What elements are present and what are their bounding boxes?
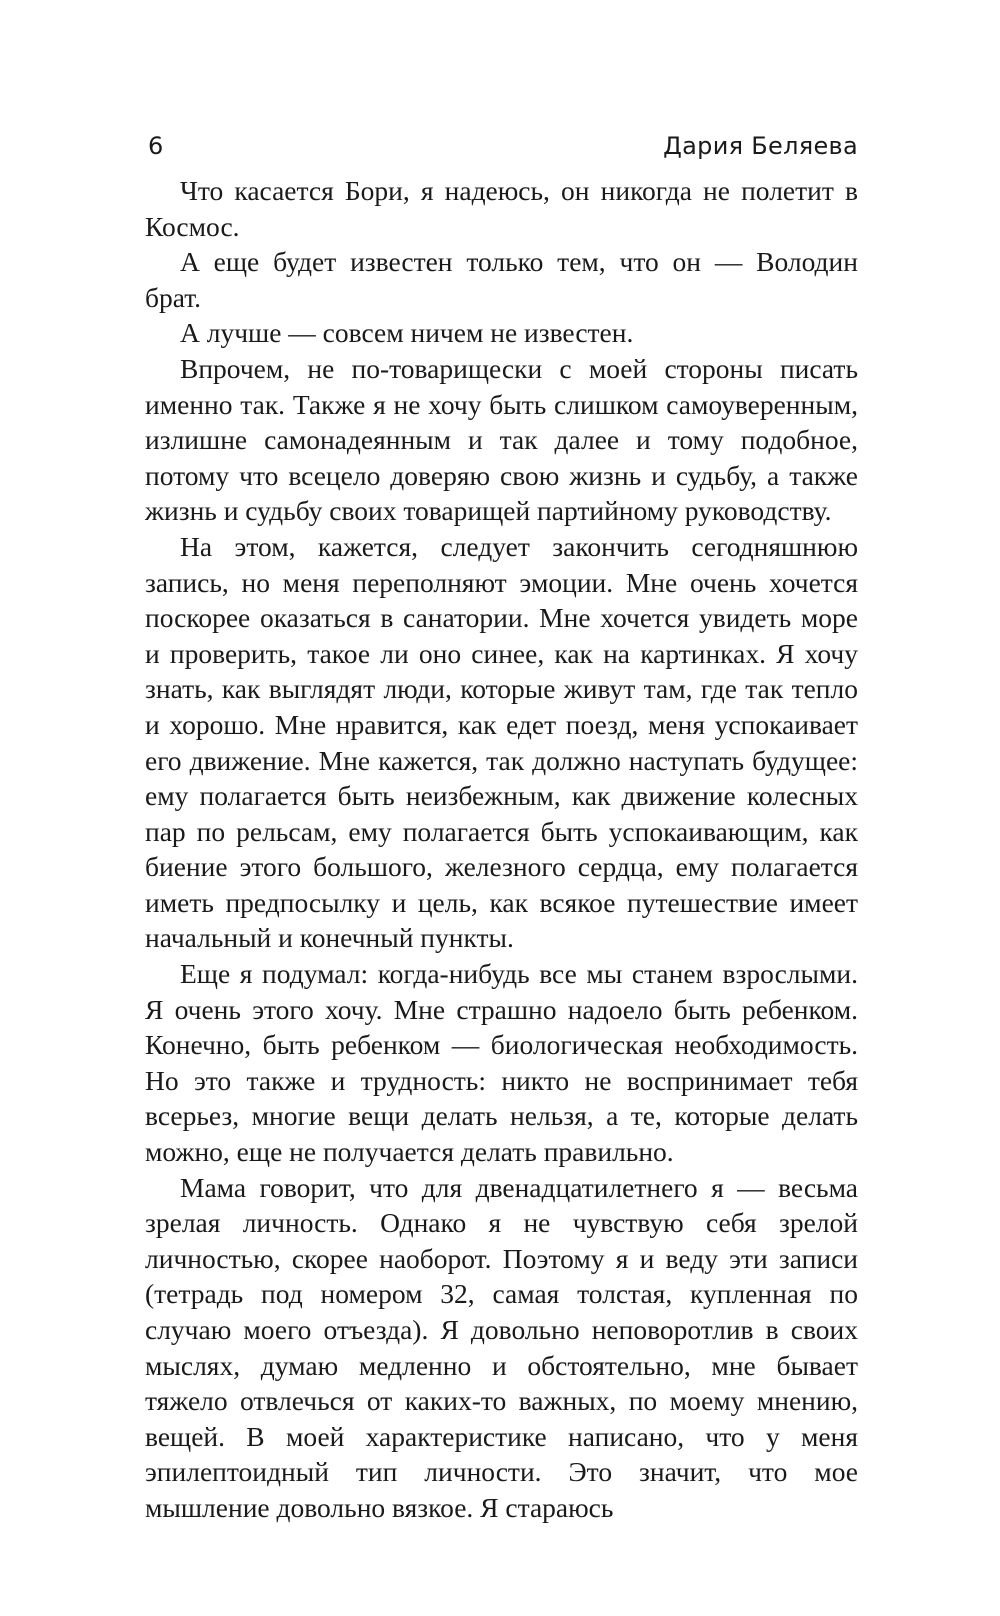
paragraph: Мама говорит, что для двенадцатилетнего я — весьма зрелая личность. Однако я не чувствую себя зрелой личностью, скорее наоборот. Поэтому я и веду эти записи (тетрадь под номером 32, самая толстая, купленная по случаю моего отъезда). Я довольно неповоротлив в своих мыслях, думаю медленно и обстоятельно, мне бывает тяжело отвлечься от каких-то важных, по моему мнению, вещей. В моей характеристике написано, что у меня эпилептоидный тип личности. Это значит, что мое мышление довольно вязкое. Я стараюсь <box>145 1171 858 1523</box>
author-name: Дария Беляева <box>663 132 858 160</box>
running-header <box>148 126 858 166</box>
paragraph: На этом, кажется, следует закончить сегодняшнюю запись, но меня переполняют эмоции. Мне очень хочется поскорее оказаться в санатории. Мне хочется увидеть море и проверить, такое ли оно синее, как на картинках. Я хочу знать, как выглядят люди, которые живут там, где так тепло и хорошо. Мне нравится, как едет поезд, меня успокаивает его движение. Мне кажется, так должно наступать будущее: ему полагается быть неизбежным, как движение колесных пар по рельсам, ему полагается быть успокаивающим, как биение этого большого, железного сердца, ему полагается иметь предпосылку и цель, как всякое путешествие имеет начальный и конечный пункты. <box>145 530 858 954</box>
paragraph: А лучше — совсем ничем не известен. <box>180 317 634 349</box>
body-text <box>145 173 858 1526</box>
paragraph: Еще я подумал: когда-нибудь все мы станем взрослыми. Я очень этого хочу. Мне страшно надоело быть ребенком. Конечно, быть ребенком — биологическая необходимость. Но это также и трудность: никто не воспринимает тебя всерьез, многие вещи делать нельзя, а те, которые делать можно, еще не получается делать правильно. <box>145 958 858 1168</box>
paragraph: Впрочем, не по-товарищески с моей стороны писать именно так. Также я не хочу быть слишком самоуверенным, излишне самонадеянным и так далее и тому подобное, потому что всецело доверяю свою жизнь и судьбу, а также жизнь и судьбу своих товарищей партийному руководству. <box>145 352 858 527</box>
paragraph: А еще будет известен только тем, что он — Володин брат. <box>145 246 858 313</box>
page-number: 6 <box>148 132 164 160</box>
paragraph: Что касается Бори, я надеюсь, он никогда не полетит в Космос. <box>145 175 858 242</box>
